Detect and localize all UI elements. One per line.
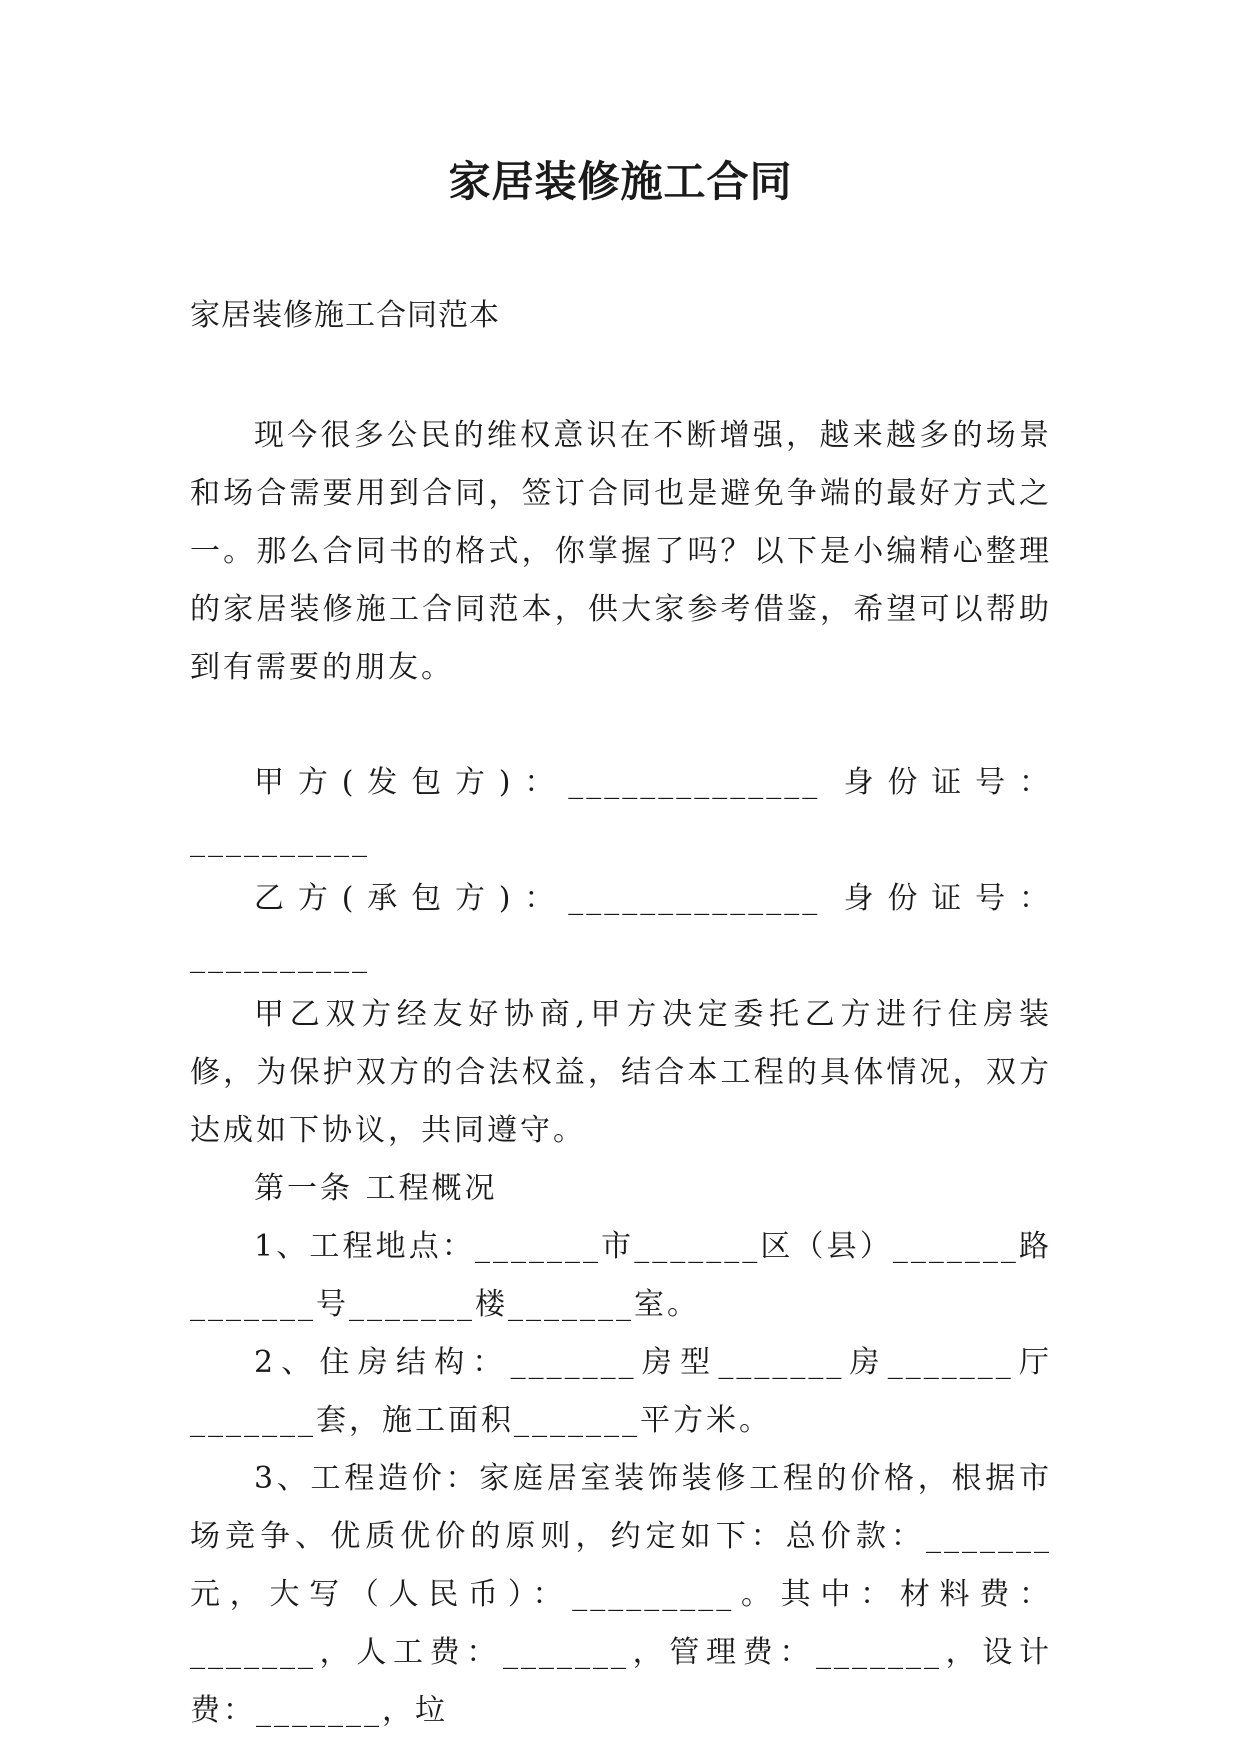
document-subtitle: 家居装修施工合同范本 [190,298,500,333]
document-title: 家居装修施工合同 [448,157,793,206]
paragraph-gap [190,697,1052,754]
item-1-location: 1、工程地点：_______市_______区（县）_______路_______号_______楼_______室。 [190,1229,1052,1322]
document-body [190,407,1052,1740]
party-a-line: 甲方(发包方)：______________ 身份证号：__________ [190,765,1052,858]
party-b-line: 乙方(承包方)：______________ 身份证号：__________ [190,881,1052,974]
item-3-cost: 3、工程造价：家庭居室装饰装修工程的价格，根据市场竞争、优质优价的原则，约定如下：总价款：_______元，大写（人民币）：_________。其中：材料费：_______，人工费：_______，管理费：_______，设计费：_______，垃 [190,1461,1052,1728]
item-2-structure: 2、住房结构：_______房型_______房_______厅_______套，施工面积_______平方米。 [190,1345,1052,1438]
intro-paragraph: 现今很多公民的维权意识在不断增强，越来越多的场景和场合需要用到合同，签订合同也是避免争端的最好方式之一。那么合同书的格式，你掌握了吗？以下是小编精心整理的家居装修施工合同范本，供大家参考借鉴，希望可以帮助到有需要的朋友。 [190,418,1052,685]
agreement-paragraph: 甲乙双方经友好协商,甲方决定委托乙方进行住房装修，为保护双方的合法权益，结合本工程的具体情况，双方达成如下协议，共同遵守。 [190,997,1052,1148]
article-1-heading: 第一条 工程概况 [254,1171,498,1206]
